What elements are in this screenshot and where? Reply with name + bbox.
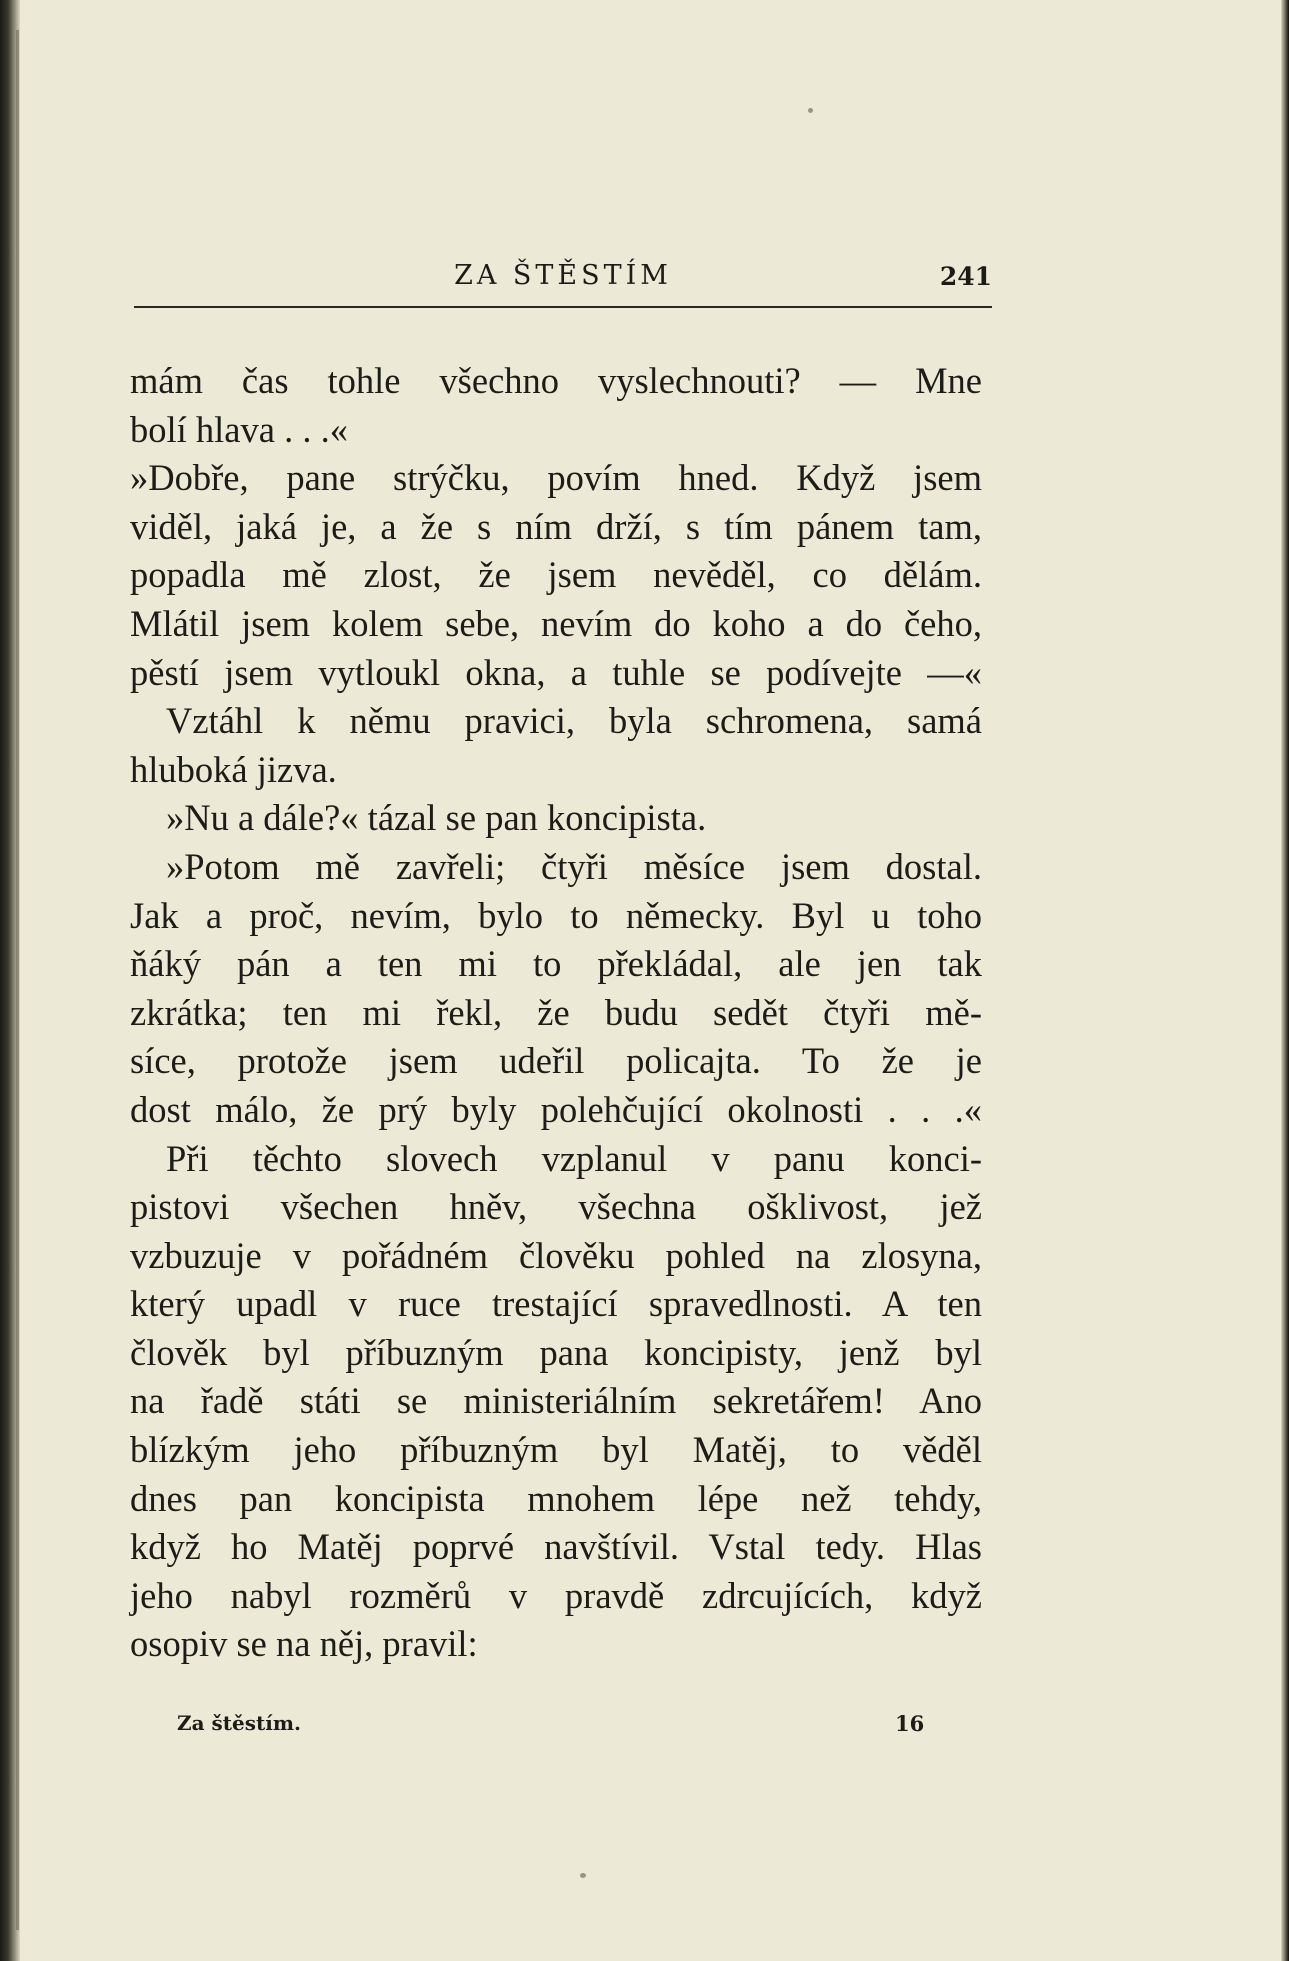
text-line: na řadě státi se ministeriálním sekretářem! Ano bbox=[130, 1380, 982, 1422]
text-line: blízkým jeho příbuzným byl Matěj, to věděl bbox=[130, 1429, 982, 1471]
text-line: »Dobře, pane strýčku, povím hned. Když jsem bbox=[130, 457, 982, 499]
text-line: »Potom mě zavřeli; čtyři měsíce jsem dostal. bbox=[166, 845, 982, 887]
text-line: vzbuzuje v pořádném člověku pohled na zlosyna, bbox=[130, 1234, 982, 1276]
paper-speck bbox=[580, 1873, 586, 1878]
text-line: dost málo, že prý byly polehčující okolnosti . . .« bbox=[130, 1088, 982, 1130]
running-title: ZA ŠTĚSTÍM bbox=[454, 260, 672, 291]
header-rule bbox=[134, 306, 992, 308]
signature-mark: Za štěstím. bbox=[177, 1711, 301, 1735]
page-edge bbox=[1281, 0, 1289, 1961]
text-line: který upadl v ruce trestající spravedlnosti. A ten bbox=[130, 1283, 982, 1325]
text-line: Jak a proč, nevím, bylo to německy. Byl u toho bbox=[130, 894, 982, 936]
text-line: síce, protože jsem udeřil policajta. To že je bbox=[130, 1040, 982, 1082]
text-line: ňáký pán a ten mi to překládal, ale jen tak bbox=[130, 943, 982, 985]
sheet-number: 16 bbox=[895, 1711, 925, 1736]
text-line: Při těchto slovech vzplanul v panu konci- bbox=[166, 1137, 982, 1179]
text-line: pěstí jsem vytloukl okna, a tuhle se podívejte —« bbox=[130, 651, 982, 693]
page-header bbox=[134, 260, 992, 300]
text-line: hluboká jizva. bbox=[130, 748, 337, 790]
text-line: bolí hlava . . .« bbox=[130, 408, 348, 450]
text-line: viděl, jaká je, a že s ním drží, s tím pánem tam, bbox=[130, 505, 982, 547]
text-line: »Nu a dále?« tázal se pan koncipista. bbox=[166, 797, 707, 839]
text-line: Mlátil jsem kolem sebe, nevím do koho a do čeho, bbox=[130, 602, 982, 644]
paper-speck bbox=[808, 108, 813, 113]
text-line: zkrátka; ten mi řekl, že budu sedět čtyři mě- bbox=[130, 991, 982, 1033]
text-line: když ho Matěj poprvé navštívil. Vstal tedy. Hlas bbox=[130, 1526, 982, 1568]
text-line: jeho nabyl rozměrů v pravdě zdrcujících, když bbox=[130, 1574, 982, 1616]
page-number: 241 bbox=[939, 262, 992, 291]
text-line: Vztáhl k němu pravici, byla schromena, samá bbox=[166, 700, 982, 742]
text-line: pistovi všechen hněv, všechna ošklivost, jež bbox=[130, 1186, 982, 1228]
text-line: dnes pan koncipista mnohem lépe než tehdy, bbox=[130, 1477, 982, 1519]
body-text bbox=[130, 357, 982, 1669]
text-line: mám čas tohle všechno vyslechnouti? — Mne bbox=[130, 360, 982, 401]
spine-shadow-line bbox=[16, 30, 19, 1930]
text-line: člověk byl příbuzným pana koncipisty, jenž byl bbox=[130, 1331, 982, 1373]
text-line: osopiv se na něj, pravil: bbox=[130, 1623, 478, 1665]
text-line: popadla mě zlost, že jsem nevěděl, co dělám. bbox=[130, 554, 982, 596]
